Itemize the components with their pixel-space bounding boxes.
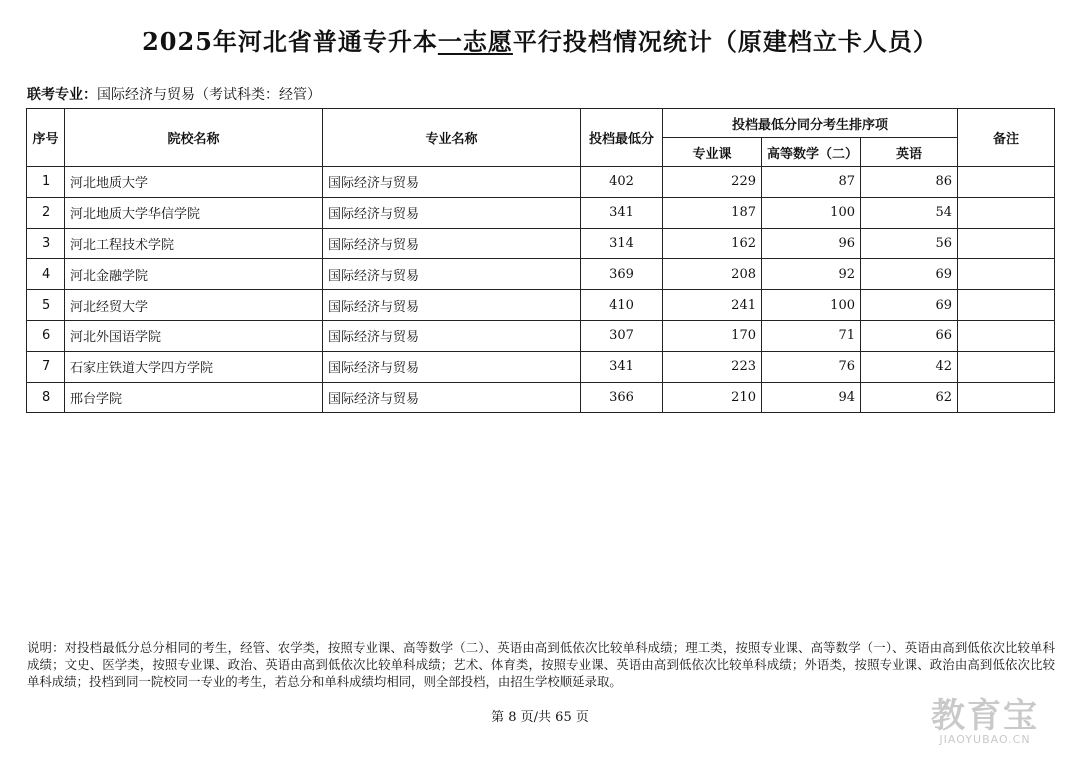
cell-sub1: 210 — [663, 382, 762, 413]
watermark — [910, 688, 1060, 746]
cell-sub2: 96 — [762, 228, 861, 259]
cell-major: 国际经济与贸易 — [323, 320, 581, 351]
cell-remark — [958, 290, 1055, 321]
cell-sub3: 42 — [861, 351, 958, 382]
table-row — [27, 382, 1055, 413]
cell-sub1: 170 — [663, 320, 762, 351]
table-row — [27, 228, 1055, 259]
cell-seq: 8 — [27, 382, 65, 413]
cell-major: 国际经济与贸易 — [323, 382, 581, 413]
cell-major: 国际经济与贸易 — [323, 259, 581, 290]
watermark-url: JIAOYUBAO.CN — [939, 733, 1031, 746]
cell-sub3: 54 — [861, 197, 958, 228]
cell-sub1: 187 — [663, 197, 762, 228]
table-row — [27, 320, 1055, 351]
table-row — [27, 351, 1055, 382]
cell-min-score: 366 — [581, 382, 663, 413]
cell-sub2: 92 — [762, 259, 861, 290]
header-sub3: 英语 — [861, 138, 958, 167]
cell-min-score: 314 — [581, 228, 663, 259]
cell-remark — [958, 382, 1055, 413]
cell-sub1: 208 — [663, 259, 762, 290]
cell-sub2: 71 — [762, 320, 861, 351]
cell-sub1: 162 — [663, 228, 762, 259]
cell-remark — [958, 197, 1055, 228]
cell-remark — [958, 320, 1055, 351]
cell-sub3: 69 — [861, 259, 958, 290]
cell-remark — [958, 259, 1055, 290]
cell-school: 邢台学院 — [65, 382, 323, 413]
table-row — [27, 290, 1055, 321]
cell-min-score: 410 — [581, 290, 663, 321]
header-remark: 备注 — [958, 109, 1055, 167]
cell-seq: 4 — [27, 259, 65, 290]
table-body — [27, 167, 1055, 413]
cell-seq: 3 — [27, 228, 65, 259]
cell-major: 国际经济与贸易 — [323, 167, 581, 198]
cell-min-score: 307 — [581, 320, 663, 351]
cell-seq: 7 — [27, 351, 65, 382]
major-label: 联考专业： — [27, 87, 97, 103]
cell-school: 河北金融学院 — [65, 259, 323, 290]
header-tie-group: 投档最低分同分考生排序项 — [663, 109, 958, 138]
cell-seq: 6 — [27, 320, 65, 351]
cell-sub3: 66 — [861, 320, 958, 351]
cell-sub1: 223 — [663, 351, 762, 382]
cell-seq: 2 — [27, 197, 65, 228]
header-sub1: 专业课 — [663, 138, 762, 167]
title-suffix: 平行投档情况统计（原建档立卡人员） — [512, 27, 938, 56]
explanation-note: 说明：对投档最低分总分相同的考生，经管、农学类，按照专业课、高等数学（二）、英语由高到低依次比较单科成绩；理工类，按照专业课、高等数学（一）、英语由高到低依次比较单科成绩；文史、医学类，按照专业课、政治、英语由高到低依次比较单科成绩；艺术、体育类，按照专业课、英语由高到低依次比较单科成绩；外语类，按照专业课、政治由高到低依次比较单科成绩；投档到同一院校同一专业的考生，若总分和单科成绩均相同，则全部投档，由招生学校顺延录取。 — [27, 640, 1055, 689]
cell-school: 河北外国语学院 — [65, 320, 323, 351]
cell-sub2: 94 — [762, 382, 861, 413]
major-value: 国际经济与贸易（考试科类：经管） — [97, 87, 321, 103]
cell-min-score: 341 — [581, 351, 663, 382]
table-row — [27, 197, 1055, 228]
header-seq: 序号 — [27, 109, 65, 167]
page-number: 第 8 页/共 65 页 — [491, 710, 589, 725]
cell-remark — [958, 228, 1055, 259]
cell-min-score: 402 — [581, 167, 663, 198]
cell-major: 国际经济与贸易 — [323, 290, 581, 321]
cell-sub2: 100 — [762, 290, 861, 321]
cell-min-score: 341 — [581, 197, 663, 228]
cell-sub3: 86 — [861, 167, 958, 198]
admission-table — [26, 108, 1055, 413]
cell-major: 国际经济与贸易 — [323, 228, 581, 259]
cell-sub1: 241 — [663, 290, 762, 321]
table-row — [27, 167, 1055, 198]
cell-sub3: 62 — [861, 382, 958, 413]
cell-major: 国际经济与贸易 — [323, 197, 581, 228]
title-underlined: 一志愿 — [437, 27, 513, 56]
header-sub2: 高等数学（二） — [762, 138, 861, 167]
header-school: 院校名称 — [65, 109, 323, 167]
cell-sub3: 69 — [861, 290, 958, 321]
cell-remark — [958, 167, 1055, 198]
cell-min-score: 369 — [581, 259, 663, 290]
cell-seq: 5 — [27, 290, 65, 321]
cell-school: 河北地质大学 — [65, 167, 323, 198]
title-prefix: 2025年河北省普通专升本 — [142, 27, 438, 56]
major-line — [27, 84, 321, 104]
watermark-logo: 教育宝 — [931, 696, 1039, 736]
cell-sub2: 76 — [762, 351, 861, 382]
header-major: 专业名称 — [323, 109, 581, 167]
cell-sub2: 100 — [762, 197, 861, 228]
cell-school: 河北地质大学华信学院 — [65, 197, 323, 228]
header-min-score: 投档最低分 — [581, 109, 663, 167]
cell-school: 石家庄铁道大学四方学院 — [65, 351, 323, 382]
cell-remark — [958, 351, 1055, 382]
page-title — [0, 22, 1080, 57]
table-row — [27, 259, 1055, 290]
cell-sub1: 229 — [663, 167, 762, 198]
cell-sub2: 87 — [762, 167, 861, 198]
cell-major: 国际经济与贸易 — [323, 351, 581, 382]
cell-seq: 1 — [27, 167, 65, 198]
cell-sub3: 56 — [861, 228, 958, 259]
cell-school: 河北工程技术学院 — [65, 228, 323, 259]
cell-school: 河北经贸大学 — [65, 290, 323, 321]
